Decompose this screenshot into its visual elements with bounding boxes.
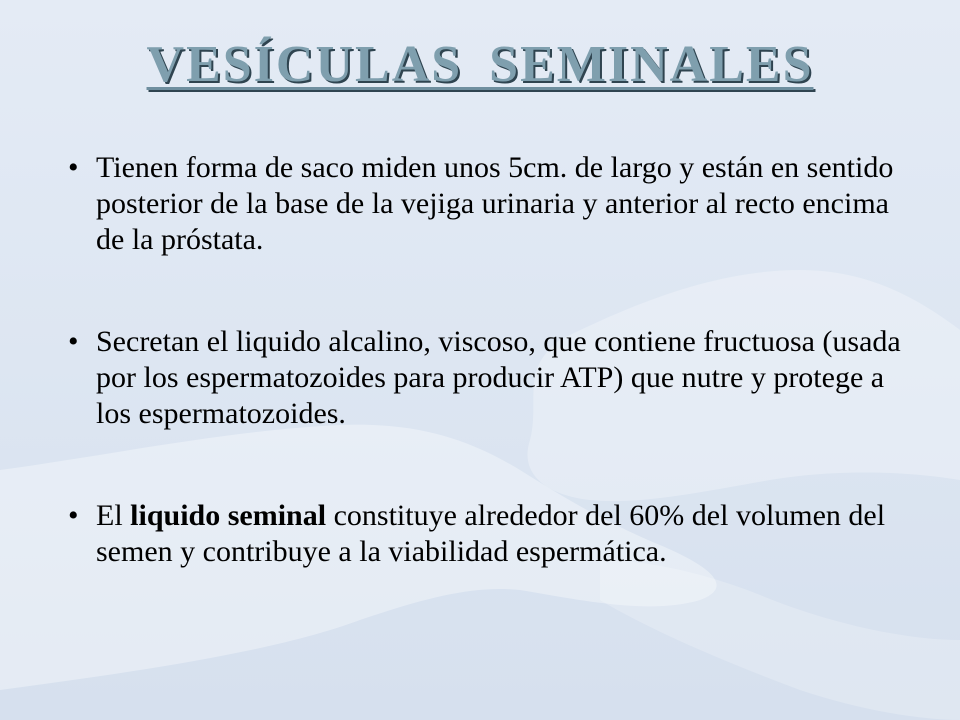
bullet-item [66, 324, 910, 432]
bullet-text-after: constituye alrededor del 60% del volumen del semen y contribuye a la viabilidad espermática. [96, 499, 886, 568]
slide-title: VESÍCULAS SEMINALES [146, 36, 814, 93]
bullet-item [66, 498, 910, 570]
bullet-text-before: El [96, 499, 131, 532]
bullet-glyph: • [68, 151, 79, 184]
bullet-glyph: • [68, 325, 79, 358]
bullet-glyph: • [68, 499, 79, 532]
bullet-item [66, 150, 910, 258]
bullet-text: Tienen forma de saco miden unos 5cm. de largo y están en sentido posterior de la base de la vejiga urinaria y anterior al recto encima de la próstata. [96, 151, 894, 256]
bullet-text: Secretan el liquido alcalino, viscoso, que contiene fructuosa (usada por los espermatozoides para producir ATP) que nutre y protege a los espermatozoides. [96, 325, 901, 430]
bullet-list [66, 150, 910, 636]
bullet-bold-term: liquido seminal [130, 499, 327, 532]
